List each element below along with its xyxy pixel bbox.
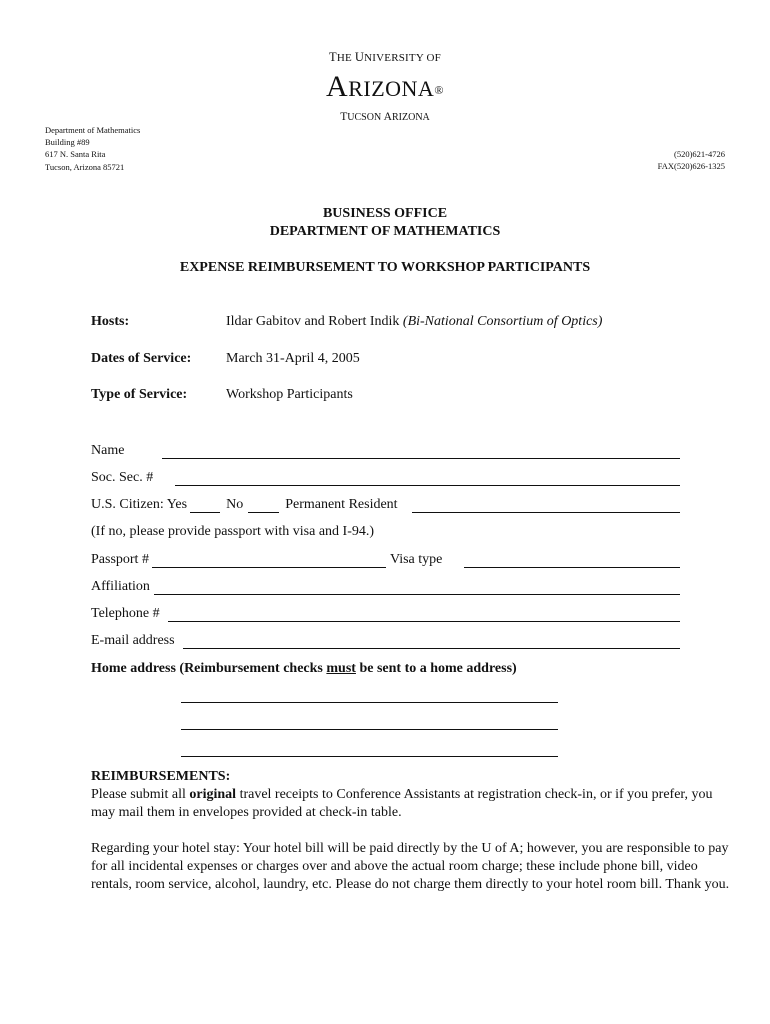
telephone-row [91, 604, 680, 622]
citizen-yes-field[interactable] [190, 500, 220, 513]
ssn-field[interactable] [175, 473, 680, 486]
home-address-line-3[interactable] [181, 756, 558, 757]
hosts-value [226, 314, 602, 330]
arizona-rest: RIZONA [348, 76, 435, 101]
address-line-4: Tucson, Arizona 85721 [45, 161, 125, 172]
citizen-label: U.S. Citizen: Yes [91, 497, 188, 512]
home-address-suffix: be sent to a home address) [355, 661, 517, 676]
registered-mark: ® [434, 83, 444, 97]
the-initial: T [329, 50, 337, 64]
arizona2-initial: A [383, 111, 392, 123]
contact-numbers [658, 148, 725, 172]
arizona-initial: A [326, 70, 349, 103]
arizona2-rest: RIZONA [391, 112, 430, 123]
passport-label: Passport # [91, 552, 149, 567]
address-line-2: Building #89 [45, 137, 90, 148]
visa-label: Visa type [389, 552, 443, 567]
department-heading: DEPARTMENT OF MATHEMATICS [269, 224, 501, 239]
home-address-line-2[interactable] [181, 729, 558, 730]
reimbursements-paragraph-2: Regarding your hotel stay: Your hotel bill will be paid directly by the U of A; however, you are responsible to pay for all incidental expenses or charges over and above the actual room charge; these include phone bill, video rentals, room service, alcohol, laundry, etc. Please do not charge them directly to your hotel room bill. Thank you. [91, 841, 730, 892]
phone-number: (520)621-4726 [674, 149, 725, 159]
university-prefix [0, 50, 770, 65]
p1-end: travel receipts to Conference Assistants at registration check-in, or if you prefer, you may mail them in envelopes provided at check-in table. [91, 787, 713, 820]
home-address-row [91, 659, 680, 677]
university-name [0, 70, 770, 104]
hosts-organization: (Bi-National Consortium of Optics) [402, 314, 603, 329]
dates-label: Dates of Service: [91, 351, 192, 366]
p1-original: original [189, 787, 237, 802]
telephone-label: Telephone # [91, 606, 160, 621]
department-address [45, 124, 140, 173]
home-address-label [91, 661, 517, 677]
citizen-row [91, 495, 680, 513]
address-line-3: 617 N. Santa Rita [45, 149, 106, 160]
hosts-label: Hosts: [91, 314, 130, 329]
permanent-resident-label: Permanent Resident [285, 497, 398, 512]
if-no-note: (If no, please provide passport with visa and I-94.) [91, 524, 375, 539]
passport-row [91, 550, 680, 568]
form-title: EXPENSE REIMBURSEMENT TO WORKSHOP PARTICIPANTS [179, 260, 591, 275]
hosts-names: Ildar Gabitov and Robert Indik [226, 314, 403, 329]
university-location [0, 111, 770, 123]
the-rest: HE [336, 52, 352, 64]
email-label: E-mail address [91, 633, 175, 648]
tucson-initial: T [340, 111, 348, 123]
tucson-rest: UCSON [347, 112, 382, 123]
citizen-no-field[interactable] [248, 500, 279, 513]
business-office-heading: BUSINESS OFFICE [322, 206, 448, 221]
type-label: Type of Service: [91, 387, 188, 402]
p1-start: Please submit all [91, 787, 190, 802]
permanent-resident-field[interactable] [412, 500, 680, 513]
type-value: Workshop Participants [226, 387, 353, 402]
citizen-no-label: No [226, 497, 244, 512]
name-field[interactable] [162, 446, 680, 459]
if-no-note-row [91, 522, 680, 540]
name-label: Name [91, 443, 125, 458]
reimbursements-heading: REIMBURSEMENTS: [91, 769, 231, 784]
email-row [91, 631, 680, 649]
dates-value: March 31-April 4, 2005 [226, 351, 360, 366]
email-field[interactable] [183, 636, 680, 649]
ssn-label: Soc. Sec. # [91, 470, 154, 485]
home-address-must: must [326, 661, 356, 676]
affiliation-label: Affiliation [91, 579, 150, 594]
university-initial: U [354, 50, 365, 64]
ssn-row [91, 468, 680, 486]
affiliation-row [91, 577, 680, 595]
name-row [91, 441, 680, 459]
visa-field[interactable] [464, 555, 680, 568]
fax-number: FAX(520)626-1325 [657, 161, 725, 172]
home-address-prefix: Home address (Reimbursement checks [91, 661, 327, 676]
reimbursements-paragraph-1 [91, 786, 731, 822]
telephone-field[interactable] [168, 609, 680, 622]
affiliation-field[interactable] [154, 582, 680, 595]
university-rest: NIVERSITY OF [364, 52, 441, 64]
address-line-1: Department of Mathematics [45, 125, 141, 135]
home-address-line-1[interactable] [181, 702, 558, 703]
passport-field[interactable] [152, 555, 386, 568]
